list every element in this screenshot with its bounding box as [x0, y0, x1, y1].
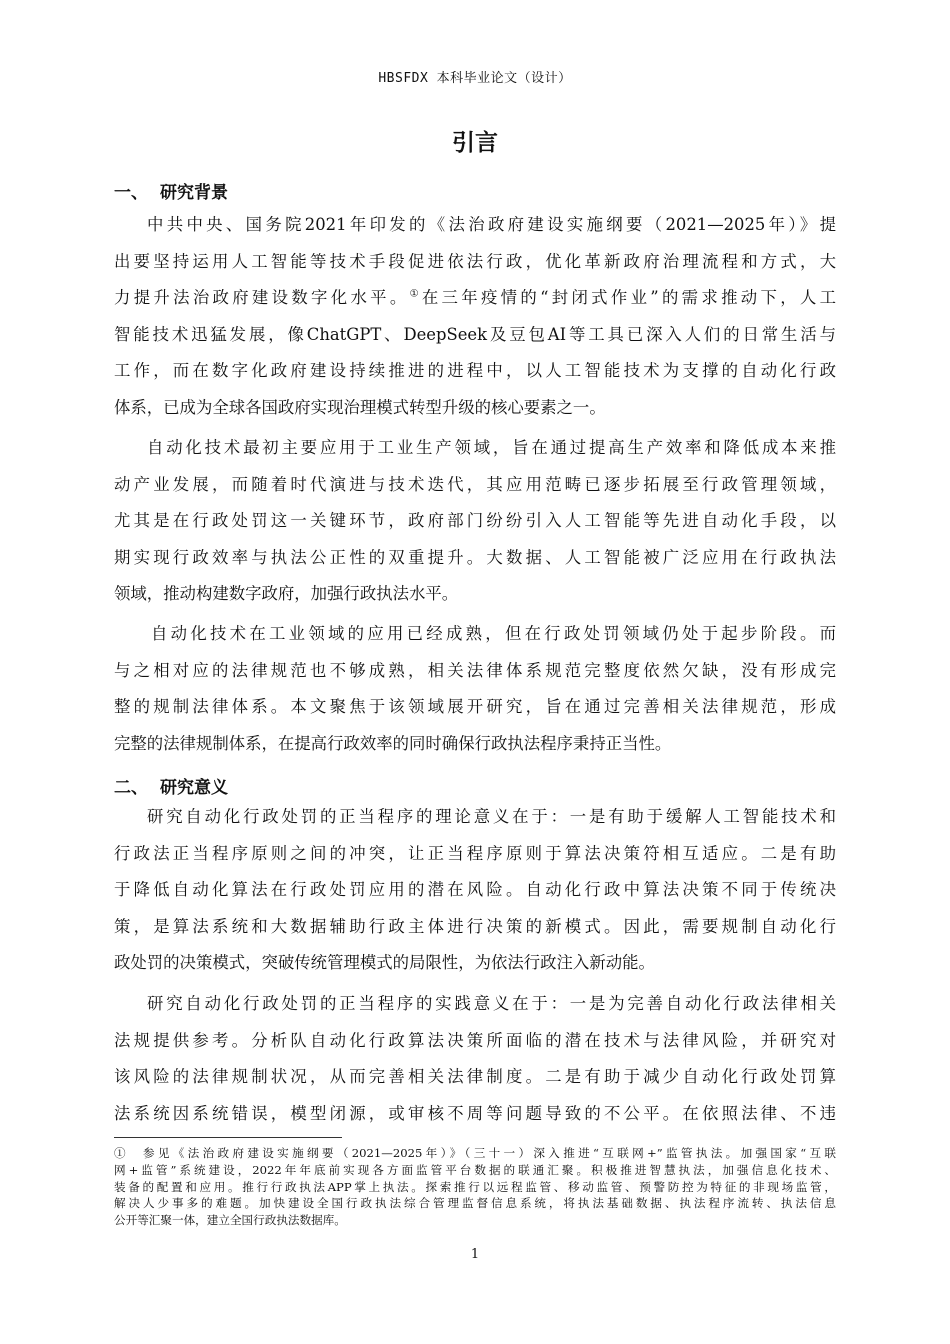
footnote-line: 装备的配置和应用。推行行政执法APP掌上执法。探索推行以远程监管、移动监管、预警防控为特征的非现场监管， — [114, 1179, 836, 1194]
text-line: 于降低自动化算法在行政处罚应用的潜在风险。自动化行政中算法决策不同于传统决 — [114, 880, 836, 900]
text-segment: 在三年疫情的“封闭式作业”的需求推动下，人工 — [421, 288, 836, 308]
footnote-mark: ① — [114, 1146, 129, 1160]
section-heading-background — [114, 178, 228, 203]
running-header: HBSFDX 本科毕业论文（设计） — [378, 71, 572, 86]
text-line: 策，是算法系统和大数据辅助行政主体进行决策的新模式。因此，需要规制自动化行 — [114, 916, 836, 936]
text-line: 整的规制法律体系。本文聚焦于该领域展开研究，旨在通过完善相关法律规范，形成 — [114, 697, 836, 717]
paragraph-3 — [114, 616, 836, 762]
text-line: 尤其是在行政处罚这一关键环节，政府部门纷纷引入人工智能等先进自动化手段，以 — [114, 511, 836, 531]
text-line: 法系统因系统错误，模型闭源，或审核不周等问题导致的不公平。在依照法律、不违 — [114, 1103, 836, 1123]
section-number: 二、 — [114, 778, 148, 798]
text-line: 行政法正当程序原则之间的冲突，让正当程序原则于算法决策符相互适应。二是有助 — [114, 843, 836, 863]
text-line — [114, 280, 836, 317]
text-line: 出要坚持运用人工智能等技术手段促进依法行政，优化革新政府治理流程和方式，大 — [114, 251, 836, 271]
section-heading-significance — [114, 773, 228, 798]
page-title: 引言 — [452, 130, 498, 156]
text-line: 自动化技术在工业领域的应用已经成熟，但在行政处罚领域仍处于起步阶段。而 — [151, 624, 836, 643]
text-line: 中共中央、国务院2021年印发的《法治政府建设实施纲要（2021—2025年）》提 — [147, 215, 836, 234]
text-line: 智能技术迅猛发展，像ChatGPT、DeepSeek及豆包AI等工具已深入人们的日常生活与 — [114, 324, 836, 344]
text-line: 政处罚的决策模式，突破传统管理模式的局限性，为依法行政注入新动能。 — [114, 953, 655, 973]
text-line: 法规提供参考。分析队自动化行政算法决策所面临的潜在技术与法律风险，并研究对 — [114, 1030, 836, 1050]
footnote-line: 网+监管”系统建设，2022年年底前实现各方面监管平台数据的联通汇聚。积极推进智慧执法，加强信息化技术、 — [114, 1162, 836, 1177]
paragraph-4 — [114, 799, 836, 982]
text-line: 研究自动化行政处罚的正当程序的理论意义在于：一是有助于缓解人工智能技术和 — [147, 807, 836, 826]
text-line: 与之相对应的法律规范也不够成熟，相关法律体系规范完整度依然欠缺，没有形成完 — [114, 660, 836, 680]
section-title: 研究意义 — [160, 778, 228, 798]
footnote-line: 解决人少事多的难题。加快建设全国行政执法综合管理监督信息系统，将执法基础数据、执法程序流转、执法信息 — [114, 1196, 836, 1211]
paragraph-1 — [114, 207, 836, 427]
footnote-line: 公开等汇聚一体，建立全国行政执法数据库。 — [114, 1213, 346, 1228]
footnote-reference[interactable]: ① — [409, 288, 422, 300]
text-line: 工作，而在数字化政府建设持续推进的进程中，以人工智能技术为支撑的自动化行政 — [114, 361, 836, 381]
page-number: 1 — [470, 1247, 480, 1262]
text-segment: 力提升法治政府建设数字化水平。 — [114, 288, 410, 308]
text-line: 完整的法律规制体系，在提高行政效率的同时确保行政执法程序秉持正当性。 — [114, 733, 672, 753]
section-title: 研究背景 — [160, 183, 228, 203]
text-line: 研究自动化行政处罚的正当程序的实践意义在于：一是为完善自动化行政法律相关 — [147, 994, 836, 1013]
paragraph-2 — [114, 430, 836, 613]
text-line: 领域，推动构建数字政府，加强行政执法水平。 — [114, 584, 459, 604]
footnote-line — [114, 1145, 836, 1162]
footnote-rule — [114, 1137, 342, 1138]
text-line: 期实现行政效率与执法公正性的双重提升。大数据、人工智能被广泛应用在行政执法 — [114, 547, 836, 567]
text-line: 自动化技术最初主要应用于工业生产领域，旨在通过提高生产效率和降低成本来推 — [147, 438, 836, 457]
text-line: 动产业发展，而随着时代演进与技术迭代，其应用范畴已逐步拓展至行政管理领域， — [114, 474, 836, 494]
paragraph-5 — [114, 986, 836, 1132]
text-line: 该风险的法律规制状况，从而完善相关法律制度。二是有助于减少自动化行政处罚算 — [114, 1067, 836, 1087]
text-line: 体系，已成为全球各国政府实现治理模式转型升级的核心要素之一。 — [114, 397, 606, 417]
footnote — [114, 1145, 836, 1229]
footnote-text: 参见《法治政府建设实施纲要（2021—2025年）》（三十一）深入推进“互联网+”监管执法。加强国家“互联 — [142, 1146, 836, 1160]
section-number: 一、 — [114, 183, 148, 203]
